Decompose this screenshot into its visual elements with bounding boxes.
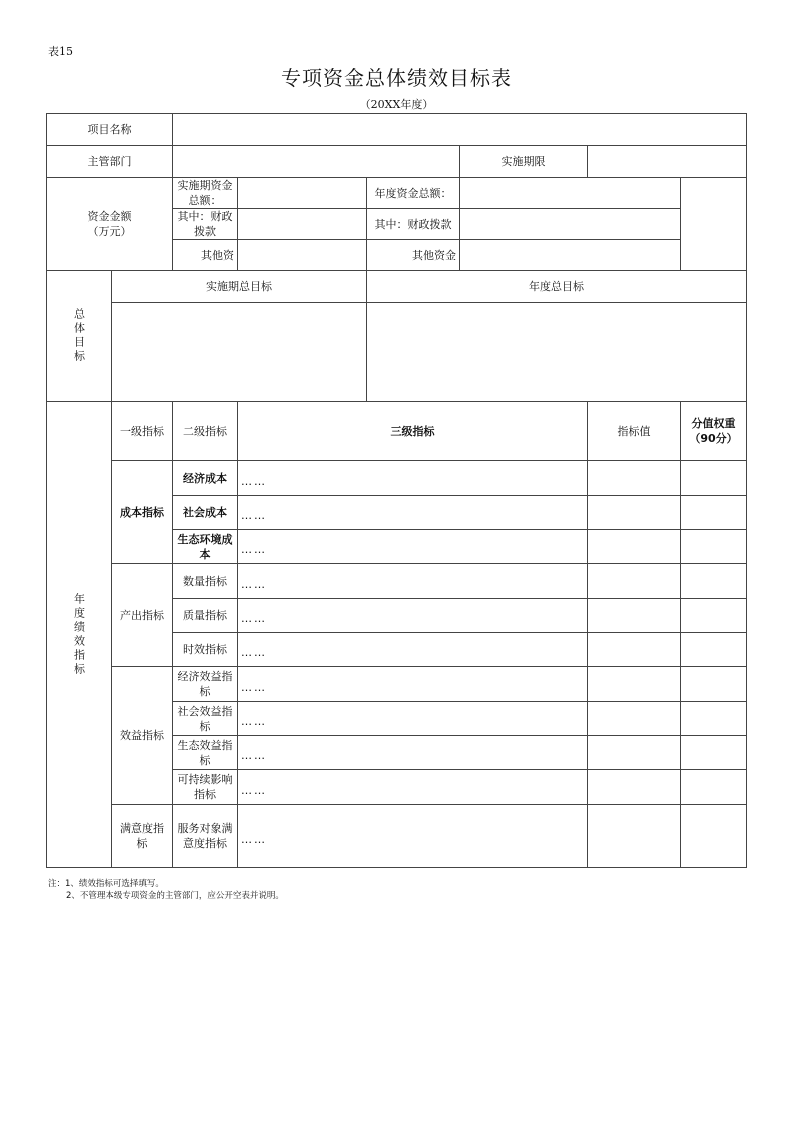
cost-item-economic: 经济成本	[173, 461, 238, 496]
benefit-sustainable-level3[interactable]	[238, 770, 588, 805]
satisfaction-item-service: 服务对象满意度指标	[173, 805, 238, 868]
period-goal-field[interactable]	[112, 303, 367, 402]
note-2: 2、不管理本级专项资金的主管部门，应公开空表并说明。	[66, 891, 284, 901]
cost-economic-value[interactable]	[588, 461, 681, 496]
output-quantity-value[interactable]	[588, 564, 681, 599]
value-header: 指标值	[588, 402, 681, 461]
output-indicator-label: 产出指标	[112, 564, 173, 667]
placeholder-dots: ……	[241, 577, 267, 591]
indicators-section-label	[47, 402, 112, 868]
fiscal-label-annual: 其中：财政拨款	[367, 209, 460, 240]
cost-item-social: 社会成本	[173, 496, 238, 530]
satisfaction-weight[interactable]	[681, 805, 747, 868]
other-funds-field-period[interactable]	[238, 240, 367, 271]
output-timeliness-weight[interactable]	[681, 633, 747, 667]
total-funds-field[interactable]	[238, 178, 367, 209]
benefit-item-social: 社会效益指标	[173, 702, 238, 736]
output-quality-level3[interactable]	[238, 599, 588, 633]
dept-field[interactable]	[173, 146, 460, 178]
cost-economic-level3[interactable]	[238, 461, 588, 496]
benefit-indicator-label: 效益指标	[112, 667, 173, 805]
output-item-quantity: 数量指标	[173, 564, 238, 599]
fiscal-field-annual[interactable]	[460, 209, 681, 240]
cost-economic-weight[interactable]	[681, 461, 747, 496]
notes	[48, 878, 284, 902]
benefit-economic-level3[interactable]	[238, 667, 588, 702]
other-funds-label-annual: 其他资金	[367, 240, 460, 271]
period-label: 实施期限	[460, 146, 588, 178]
benefit-economic-value[interactable]	[588, 667, 681, 702]
cost-social-weight[interactable]	[681, 496, 747, 530]
year-subtitle: （20XX年度）	[359, 98, 434, 111]
benefit-ecological-level3[interactable]	[238, 736, 588, 770]
period-field[interactable]	[588, 146, 747, 178]
annual-goal-field[interactable]	[367, 303, 747, 402]
annual-goal-header: 年度总目标	[367, 271, 747, 303]
benefit-ecological-value[interactable]	[588, 736, 681, 770]
placeholder-dots: ……	[241, 646, 267, 659]
placeholder-dots: ……	[241, 783, 267, 797]
level3-header: 三级指标	[238, 402, 588, 461]
cost-item-ecological: 生态环境成本	[173, 530, 238, 564]
placeholder-dots: ……	[241, 832, 267, 846]
page-title: 专项资金总体绩效目标表	[281, 66, 512, 90]
goals-section-label	[47, 271, 112, 402]
benefit-ecological-weight[interactable]	[681, 736, 747, 770]
note-1: 注：1、绩效指标可选择填写。	[48, 879, 164, 889]
placeholder-dots: ……	[241, 474, 267, 488]
indicators-section-text: 年度绩效指标	[72, 592, 86, 677]
other-funds-label-period: 其他资	[173, 240, 238, 271]
level1-header: 一级指标	[112, 402, 173, 461]
satisfaction-value[interactable]	[588, 805, 681, 868]
benefit-item-sustainable: 可持续影响指标	[173, 770, 238, 805]
output-item-quality: 质量指标	[173, 599, 238, 633]
output-quantity-level3[interactable]	[238, 564, 588, 599]
cost-indicator-label: 成本指标	[112, 461, 173, 564]
output-quantity-weight[interactable]	[681, 564, 747, 599]
weight-header: 分值权重 （90分）	[681, 402, 747, 461]
satisfaction-indicator-label: 满意度指标	[112, 805, 173, 868]
cost-ecological-level3[interactable]	[238, 530, 588, 564]
total-funds-label: 实施期资金总额：	[173, 178, 238, 209]
placeholder-dots: ……	[241, 749, 267, 762]
dept-label: 主管部门	[47, 146, 173, 178]
satisfaction-level3[interactable]	[238, 805, 588, 868]
output-item-timeliness: 时效指标	[173, 633, 238, 667]
placeholder-dots: ……	[241, 612, 267, 625]
performance-table	[46, 113, 747, 868]
benefit-sustainable-weight[interactable]	[681, 770, 747, 805]
placeholder-dots: ……	[241, 680, 267, 694]
goals-section-text: 总体目标	[72, 308, 86, 364]
cost-social-value[interactable]	[588, 496, 681, 530]
table-number: 表15	[48, 45, 73, 58]
benefit-item-ecological: 生态效益指标	[173, 736, 238, 770]
benefit-social-weight[interactable]	[681, 702, 747, 736]
other-funds-field-annual[interactable]	[460, 240, 681, 271]
placeholder-dots: ……	[241, 509, 267, 522]
level2-header: 二级指标	[173, 402, 238, 461]
benefit-social-level3[interactable]	[238, 702, 588, 736]
benefit-item-economic: 经济效益指标	[173, 667, 238, 702]
annual-total-label: 年度资金总额：	[367, 178, 460, 209]
output-timeliness-level3[interactable]	[238, 633, 588, 667]
output-quality-value[interactable]	[588, 599, 681, 633]
project-name-field[interactable]	[173, 114, 747, 146]
output-quality-weight[interactable]	[681, 599, 747, 633]
funds-label: 资金金额 （万元）	[47, 178, 173, 271]
cost-ecological-weight[interactable]	[681, 530, 747, 564]
placeholder-dots: ……	[241, 543, 267, 556]
placeholder-dots: ……	[241, 715, 267, 728]
project-name-label: 项目名称	[47, 114, 173, 146]
annual-total-field[interactable]	[460, 178, 681, 209]
period-goal-header: 实施期总目标	[112, 271, 367, 303]
benefit-social-value[interactable]	[588, 702, 681, 736]
cost-ecological-value[interactable]	[588, 530, 681, 564]
benefit-sustainable-value[interactable]	[588, 770, 681, 805]
cost-social-level3[interactable]	[238, 496, 588, 530]
output-timeliness-value[interactable]	[588, 633, 681, 667]
fiscal-label-period: 其中：财政拨款	[173, 209, 238, 240]
benefit-economic-weight[interactable]	[681, 667, 747, 702]
fiscal-field-period[interactable]	[238, 209, 367, 240]
